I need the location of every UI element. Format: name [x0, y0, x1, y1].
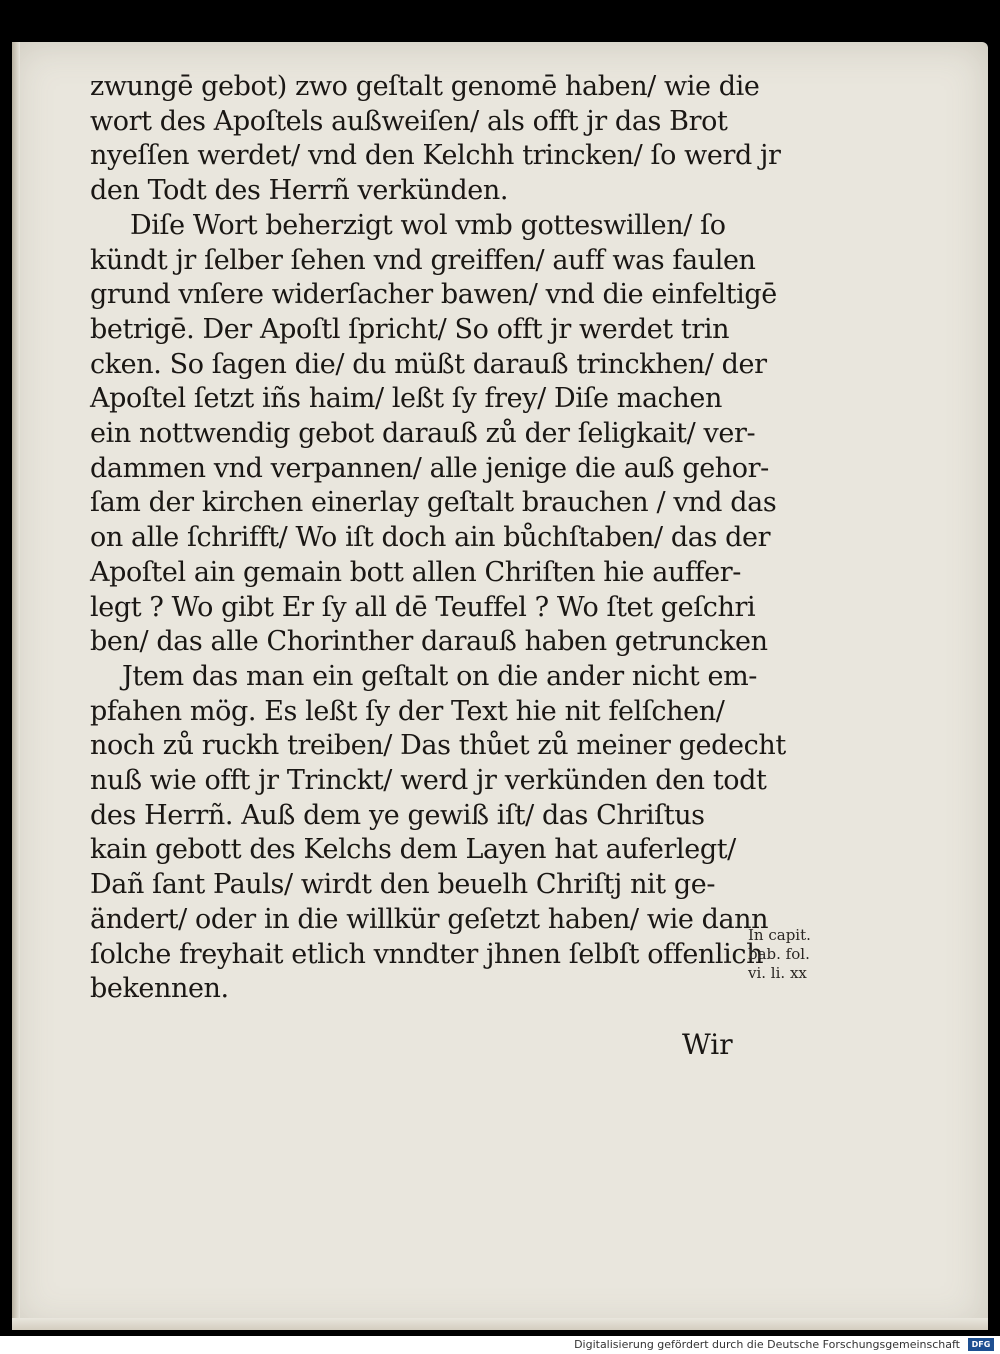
text-line: ben/ das alle Chorinther darauß haben getruncken	[90, 626, 768, 658]
text-line: bekennen.	[90, 973, 229, 1005]
text-line: des Herrñ. Auß dem ye gewiß iſt/ das Chriſtus	[90, 799, 705, 831]
text-line: pfahen mög. Es leßt ſy der Text hie nit felſchen/	[90, 695, 725, 727]
text-line: grund vnſere widerſacher bawen/ vnd die einfeltigē	[90, 279, 777, 311]
text-line: cken. So ſagen die/ du müßt darauß trinckhen/ der	[90, 348, 767, 380]
text-line: legt ? Wo gibt Er ſy all dē Teuffel ? Wo ſtet geſchri	[90, 591, 756, 623]
text-line: nuß wie offt jr Trinckt/ werd jr verkünden den todt	[90, 765, 767, 797]
catchword: Wir	[682, 1028, 733, 1061]
text-line: Jtem das man ein geſtalt on die ander nicht em-	[122, 660, 758, 692]
page-bottom-edge	[12, 1318, 988, 1330]
marginal-note-line: In capit.	[748, 926, 811, 944]
text-line: Apoſtel ſetzt iñs haim/ leßt ſy frey/ Diſe machen	[90, 383, 722, 415]
dfg-logo: DFG	[968, 1338, 994, 1351]
text-line: wort des Apoſtels außweiſen/ als offt jr das Brot	[90, 105, 728, 137]
text-line: ſam der kirchen einerlay geſtalt brauchen / vnd das	[90, 487, 777, 519]
marginal-note-line: vi. li. xx	[748, 964, 807, 982]
text-line: betrigē. Der Apoſtl ſpricht/ So offt jr werdet trin	[90, 313, 730, 345]
text-line: zwungē gebot) zwo geſtalt genomē haben/ wie die	[90, 71, 760, 102]
text-line: nyeſſen werdet/ vnd den Kelchh trincken/ ſo werd jr	[90, 140, 781, 172]
marginal-note-line: bab. fol.	[748, 945, 810, 963]
text-line: dammen vnd verpannen/ alle jenige die auß gehor-	[90, 452, 769, 484]
text-line: ſolche freyhait etlich vnndter jhnen ſelbſt offenlich	[90, 938, 764, 970]
text-line: Diſe Wort beherzigt wol vmb gotteswillen/ ſo	[130, 209, 726, 241]
page-edge-shadow	[12, 42, 20, 1330]
text-line: kündt jr ſelber ſehen vnd greiffen/ auff was faulen	[90, 244, 756, 276]
text-line: on alle ſchrifft/ Wo iſt doch ain bůchſtaben/ das der	[90, 522, 771, 554]
text-line: Dañ ſant Pauls/ wirdt den beuelh Chriſtj nit ge-	[90, 869, 716, 901]
text-line: noch zů ruckh treiben/ Das thůet zů meiner gedecht	[90, 730, 786, 762]
text-line: ändert/ oder in die willkür geſetzt haben/ wie dann	[90, 903, 769, 935]
text-line: kain gebott des Kelchs dem Layen hat auferlegt/	[90, 834, 736, 866]
marginal-note	[748, 926, 848, 983]
text-line: den Todt des Herrñ verkünden.	[90, 175, 509, 207]
text-line: Apoſtel ain gemain bott allen Chriſten hie auffer-	[90, 556, 741, 588]
footer-credit: Digitalisierung gefördert durch die Deutsche Forschungsgemeinschaft	[574, 1338, 960, 1351]
text-line: ein nottwendig gebot darauß zů der ſeligkait/ ver-	[90, 418, 756, 450]
